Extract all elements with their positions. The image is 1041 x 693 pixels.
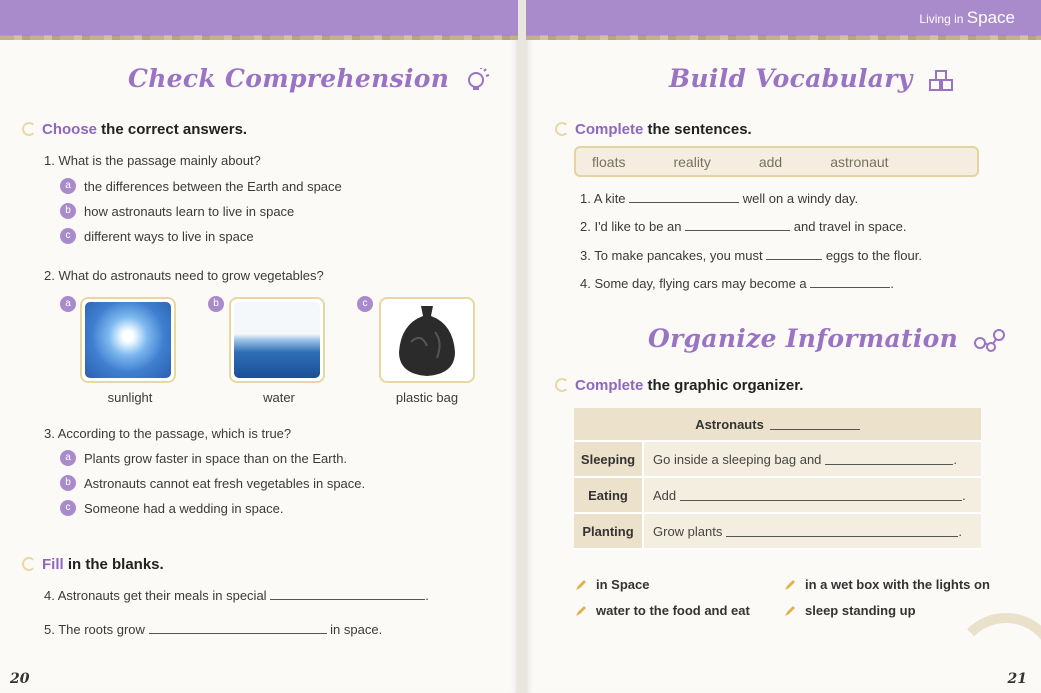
section-heading-fill (22, 556, 164, 573)
page-number-right: 21 (1007, 671, 1027, 687)
top-bar (0, 0, 518, 36)
row-end: . (953, 451, 958, 467)
page-title (128, 64, 490, 94)
garbage-bag-icon (391, 302, 463, 378)
organizer-header (574, 408, 981, 442)
sentence-4 (580, 276, 894, 291)
word-bank (574, 146, 979, 177)
row-blank[interactable] (825, 454, 953, 465)
option-badge-c: c (60, 228, 76, 244)
row-label: Planting (574, 514, 644, 548)
row-value (644, 514, 981, 548)
row-text: Go inside a sleeping bag and (653, 451, 822, 467)
row-blank[interactable] (726, 526, 958, 537)
q4-blank[interactable] (270, 589, 425, 600)
heading-highlight: Fill (42, 556, 64, 573)
sentence-4-blank[interactable] (810, 277, 890, 288)
q5-end: in space. (330, 622, 383, 637)
row-text: Grow plants (653, 523, 723, 539)
q1-option-b[interactable] (60, 203, 294, 219)
word-bank-item[interactable]: floats (592, 153, 626, 170)
decorative-swirl (951, 613, 1041, 693)
q5-blank[interactable] (149, 623, 327, 634)
question-3: 3. According to the passage, which is true? (44, 426, 292, 441)
q2-badge-a: a (60, 296, 76, 312)
swirl-icon (22, 557, 36, 571)
row-text: Add (653, 487, 677, 503)
section-title-text: Organize Information (648, 324, 959, 353)
question-1: 1. What is the passage mainly about? (44, 153, 261, 168)
option-text: Someone had a wedding in space. (84, 500, 284, 516)
fragment-text: in Space (596, 577, 650, 592)
pencil-icon (783, 578, 797, 592)
question-2: 2. What do astronauts need to grow vegetables? (44, 268, 324, 283)
caption-plastic-bag: plastic bag (395, 390, 459, 405)
fragment-text: water to the food and eat (596, 603, 750, 618)
section-heading-graphic-organizer (555, 377, 803, 394)
q3-option-a[interactable] (60, 450, 347, 466)
organizer-header-blank[interactable] (770, 419, 860, 430)
fragment-text: in a wet box with the lights on (805, 577, 990, 592)
q4-text: 4. Astronauts get their meals in special (44, 588, 267, 603)
pencil-icon (783, 604, 797, 618)
option-badge-c: c (60, 500, 76, 516)
fragment-2[interactable] (783, 577, 990, 592)
sentence-2-blank[interactable] (685, 220, 790, 231)
q2-badge-c: c (357, 296, 373, 312)
q1-option-a[interactable] (60, 178, 342, 194)
lightbulb-icon (464, 68, 490, 94)
page-title-text: Check Comprehension (128, 64, 450, 93)
fragment-1[interactable] (574, 577, 649, 592)
row-label: Sleeping (574, 442, 644, 476)
option-badge-b: b (60, 203, 76, 219)
option-text: the differences between the Earth and space (84, 178, 342, 194)
sentence-text-end: . (890, 276, 894, 291)
option-text: Astronauts cannot eat fresh vegetables in space. (84, 475, 366, 491)
word-bank-item[interactable]: add (758, 153, 783, 170)
sentence-1-blank[interactable] (629, 192, 739, 203)
right-page (526, 0, 1041, 693)
blocks-icon (928, 70, 958, 92)
graphic-organizer (574, 408, 981, 550)
heading-rest: the sentences. (643, 121, 752, 138)
question-5 (44, 622, 382, 637)
left-page (0, 0, 518, 693)
sentence-text-end: eggs to the flour. (825, 248, 922, 263)
section-heading-choose (22, 121, 247, 138)
sentence-2 (580, 219, 906, 234)
swirl-icon (555, 378, 569, 392)
section-title-organize (648, 324, 1007, 353)
organizer-nodes-icon (973, 329, 1007, 353)
page-title-text: Build Vocabulary (669, 64, 913, 93)
q3-option-c[interactable] (60, 500, 283, 516)
sentence-text: 4. Some day, flying cars may become a (580, 276, 807, 291)
plastic-bag-image[interactable] (379, 297, 475, 383)
series-small: Living in (919, 12, 964, 26)
sentence-text-end: well on a windy day. (742, 191, 859, 206)
word-bank-item[interactable]: astronaut (830, 153, 889, 170)
option-text: Plants grow faster in space than on the Earth. (84, 450, 348, 466)
row-end: . (958, 523, 962, 539)
water-image[interactable] (229, 297, 325, 383)
page-title (669, 64, 958, 93)
series-big: Space (966, 8, 1015, 27)
word-bank-item[interactable]: reality (673, 153, 711, 170)
sentence-1 (580, 191, 858, 206)
sentence-text: 3. To make pancakes, you must (580, 248, 763, 263)
sentence-text-end: and travel in space. (793, 219, 907, 234)
q3-option-b[interactable] (60, 475, 365, 491)
option-badge-a: a (60, 450, 76, 466)
sentence-3-blank[interactable] (766, 249, 822, 260)
option-badge-a: a (60, 178, 76, 194)
heading-highlight: Complete (575, 377, 644, 394)
organizer-row-sleeping (574, 442, 981, 478)
heading-highlight: Choose (42, 121, 98, 138)
row-value (644, 478, 981, 512)
pencil-icon (574, 604, 588, 618)
swirl-icon (22, 122, 36, 136)
caption-sunlight: sunlight (107, 390, 153, 405)
sentence-3 (580, 248, 922, 263)
option-text: different ways to live in space (84, 228, 254, 244)
heading-rest: in the blanks. (63, 556, 164, 573)
fragment-text: sleep standing up (805, 603, 916, 618)
pencil-icon (574, 578, 588, 592)
row-end: . (962, 487, 966, 503)
sentence-text: 2. I'd like to be an (580, 219, 682, 234)
option-badge-b: b (60, 475, 76, 491)
organizer-row-eating (574, 478, 981, 514)
row-value (644, 442, 981, 476)
sunlight-image[interactable] (80, 297, 176, 383)
swirl-icon (555, 122, 569, 136)
page-number-left: 20 (10, 671, 30, 687)
q5-text: 5. The roots grow (44, 622, 145, 637)
top-bar (526, 0, 1041, 36)
heading-highlight: Complete (575, 121, 644, 138)
section-heading-complete-sentences (555, 121, 752, 138)
q2-badge-b: b (208, 296, 224, 312)
series-title (919, 8, 1015, 28)
fragment-4[interactable] (783, 603, 916, 618)
organizer-row-planting (574, 514, 981, 550)
fragment-3[interactable] (574, 603, 750, 618)
heading-rest: the graphic organizer. (643, 377, 804, 394)
heading-rest: the correct answers. (97, 121, 248, 138)
sentence-text: 1. A kite (580, 191, 626, 206)
caption-water: water (263, 390, 295, 405)
organizer-header-text: Astronauts (695, 416, 764, 432)
row-blank[interactable] (680, 490, 962, 501)
option-text: how astronauts learn to live in space (84, 203, 295, 219)
q4-end: . (425, 588, 429, 603)
row-label: Eating (574, 478, 644, 512)
q1-option-c[interactable] (60, 228, 254, 244)
question-4 (44, 588, 429, 603)
